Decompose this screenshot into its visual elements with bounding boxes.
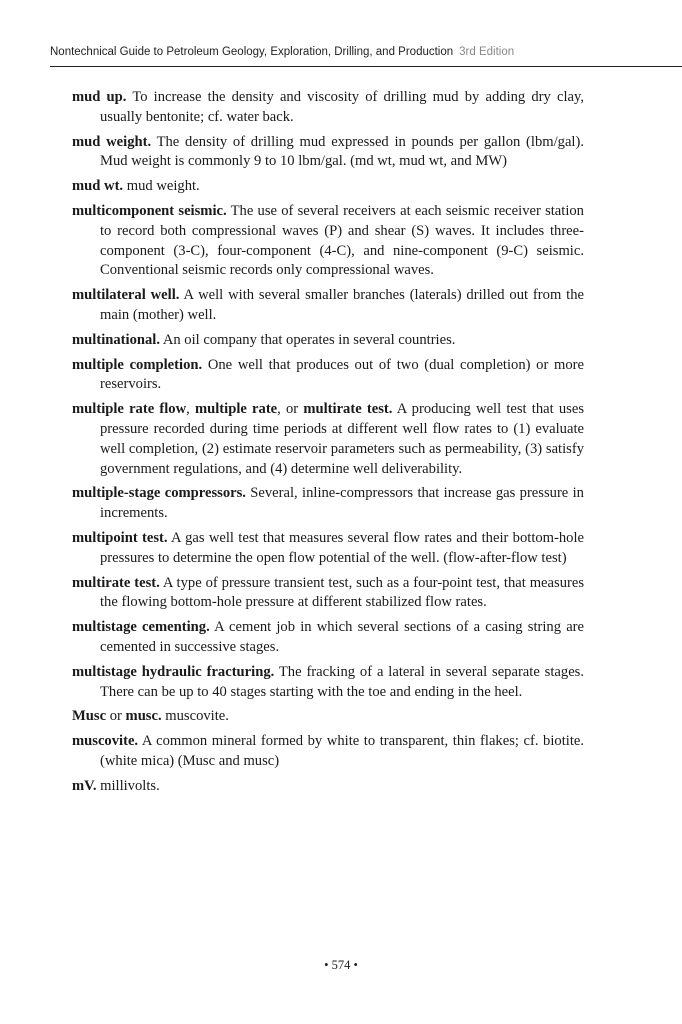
glossary-entry xyxy=(72,177,584,197)
glossary-entry xyxy=(72,707,584,727)
entry-term: multistage hydraulic fracturing. xyxy=(72,663,275,680)
entry-definition: muscovite. xyxy=(161,708,229,725)
entry-definition: One well that produces out of two (dual completion) or more reservoirs. xyxy=(100,356,584,393)
entry-definition: The fracking of a lateral in several separate stages. There can be up to 40 stages starting with the toe and ending in the heel. xyxy=(100,663,584,700)
edition-label: 3rd Edition xyxy=(459,46,515,58)
entry-definition: A gas well test that measures several flow rates and their bottom-hole pressures to determine the open flow potential of the well. (flow-after-flow test) xyxy=(100,529,585,566)
glossary-entry xyxy=(72,88,584,128)
book-title: Nontechnical Guide to Petroleum Geology, Exploration, Drilling, and Production xyxy=(50,46,454,58)
page-number: • 574 • xyxy=(324,958,358,972)
glossary-entry xyxy=(72,133,584,173)
entry-separator: , xyxy=(186,401,195,418)
entry-term: multiple completion. xyxy=(72,356,203,373)
entry-definition: A common mineral formed by white to transparent, thin flakes; cf. biotite. (white mica) (Musc and musc) xyxy=(100,733,584,769)
entry-definition: The use of several receivers at each seismic receiver station to record both compressional waves (P) and shear (S) waves. It includes three-component (3-C), four-component (4-C), and nine-component (9-C) seismic. Conventional seismic records only compressional waves. xyxy=(100,202,584,279)
glossary-entry xyxy=(72,286,584,326)
glossary-entry xyxy=(72,400,584,479)
entry-definition: mud weight. xyxy=(123,178,200,195)
entry-separator: , or xyxy=(277,401,304,418)
glossary-entry xyxy=(72,331,584,351)
entry-term: muscovite. xyxy=(72,733,139,750)
glossary-entry xyxy=(72,356,584,396)
entry-term: mud weight. xyxy=(72,133,152,150)
entry-definition: The density of drilling mud expressed in pounds per gallon (lbm/gal). Mud weight is commonly 9 to 10 lbm/gal. (md wt, mud wt, and MW) xyxy=(100,133,584,170)
glossary-entry xyxy=(72,777,584,797)
entry-term: Musc xyxy=(72,708,107,725)
entry-term: multiple rate flow xyxy=(72,401,187,418)
running-head xyxy=(50,46,682,67)
entry-term: multicomponent seismic. xyxy=(72,202,227,219)
entry-term: mV. xyxy=(72,777,97,794)
entry-term: multirate test. xyxy=(303,401,393,418)
glossary-entry xyxy=(72,484,584,524)
entry-definition: millivolts. xyxy=(96,777,160,794)
glossary-entry xyxy=(72,202,584,281)
entry-term: multinational. xyxy=(72,331,160,348)
entry-term: multipoint test. xyxy=(72,529,168,546)
glossary-entry xyxy=(72,618,584,658)
glossary-entries xyxy=(72,88,584,802)
entry-term: multiple rate xyxy=(194,401,278,418)
entry-definition: Several, inline-compressors that increase gas pressure in increments. xyxy=(100,485,584,522)
entry-term: multistage cementing. xyxy=(72,619,210,636)
entry-definition: A type of pressure transient test, such as a four-point test, that measures the flowing bottom-hole pressure at different stabilized flow rates. xyxy=(100,574,585,611)
entry-term: mud up. xyxy=(72,89,127,105)
entry-term: mud wt. xyxy=(72,178,124,195)
entry-term: musc. xyxy=(125,708,162,725)
entry-term: multirate test. xyxy=(72,574,160,591)
entry-definition: A producing well test that uses pressure recorded during time periods at different well flow rates to (1) evaluate well completion, (2) estimate reservoir parameters such as permeability, (3) satisfy government regulations, and (4) determine well deliverability. xyxy=(100,401,584,477)
entry-definition: A well with several smaller branches (laterals) drilled out from the main (mother) well. xyxy=(100,287,584,323)
entry-definition: An oil company that operates in several countries. xyxy=(159,331,456,348)
glossary-entry xyxy=(72,574,584,614)
entry-definition: A cement job in which several sections of a casing string are cemented in successive stages. xyxy=(100,619,585,655)
glossary-entry xyxy=(72,529,584,569)
glossary-entry xyxy=(72,732,584,772)
entry-term: multiple-stage compressors. xyxy=(72,485,246,502)
entry-separator: or xyxy=(106,708,126,725)
glossary-entry xyxy=(72,663,584,703)
entry-definition: To increase the density and viscosity of drilling mud by adding dry clay, usually bentonite; cf. water back. xyxy=(100,89,585,125)
entry-term: multilateral well. xyxy=(72,287,180,304)
